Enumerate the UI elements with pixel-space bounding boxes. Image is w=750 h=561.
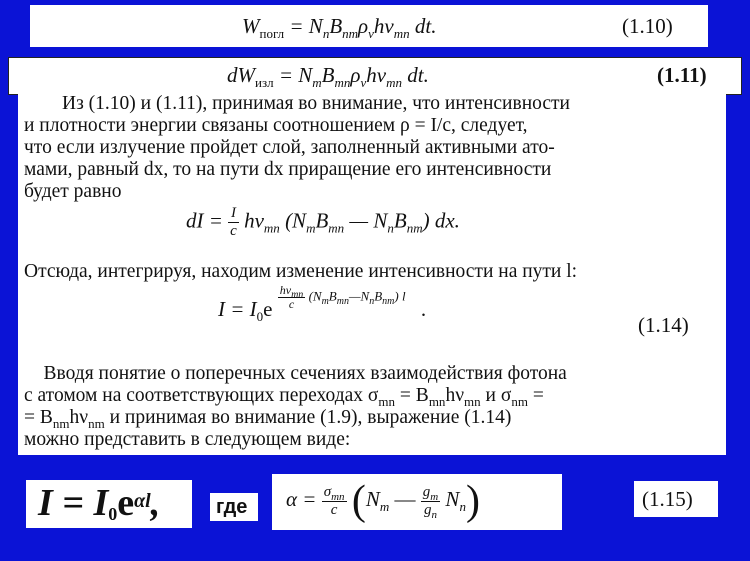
- paragraph-1-line: мами, равный dx, то на пути dx приращение его интенсивности: [24, 159, 552, 180]
- sub: mn: [464, 393, 481, 409]
- sub: 0: [256, 309, 264, 325]
- paragraph-1-line: Из (1.10) и (1.11), принимая во внимание, что интенсивности: [62, 93, 570, 114]
- span: = B: [24, 407, 53, 428]
- sub: mn: [263, 220, 280, 236]
- span: e: [263, 297, 273, 321]
- where-label: где: [216, 496, 248, 518]
- formula-alpha-box: [272, 474, 562, 530]
- span: hν: [373, 14, 394, 38]
- sub: n: [322, 26, 330, 42]
- paragraph-2: Отсюда, интегрируя, находим изменение интенсивности на пути l:: [24, 261, 578, 282]
- paragraph-1-line: что если излучение пройдет слой, заполненный активными ато-: [24, 137, 555, 158]
- span: ): [465, 478, 480, 524]
- span: c: [288, 296, 295, 311]
- formula-1-10-rhs: = N: [289, 14, 323, 38]
- span: [421, 502, 440, 519]
- sub: mn: [291, 288, 304, 300]
- span: (N: [285, 208, 307, 233]
- span: —: [389, 486, 421, 511]
- formula-1-10-box: [30, 5, 708, 47]
- formula-1-10-number: (1.10): [622, 14, 673, 38]
- paragraph-3: [24, 363, 567, 451]
- sub: nm: [342, 26, 359, 42]
- formula-1-14-number: (1.14): [638, 313, 689, 337]
- formula-1-11: [227, 63, 429, 91]
- formula-1-10-lhs-sub: погл: [259, 26, 285, 42]
- sub: m: [306, 220, 316, 236]
- paragraph-3-line: Вводя понятие о поперечных сечениях взаимодействия фотона: [24, 363, 567, 384]
- sub: m: [321, 295, 329, 307]
- span: hν: [69, 407, 89, 428]
- sub: m: [312, 75, 322, 91]
- sub: mn: [428, 393, 446, 409]
- formula-dI: [186, 205, 460, 240]
- formula-1-11-lhs-sub: изл: [255, 75, 274, 91]
- formula-dI-fraction: [228, 205, 239, 240]
- paragraph-1: [24, 93, 570, 203]
- sub: n: [431, 508, 437, 521]
- span: I = I: [38, 482, 109, 524]
- formula-1-11-box: [8, 57, 742, 95]
- span: B: [315, 208, 329, 233]
- paragraph-1-line: будет равно: [24, 181, 122, 202]
- span: ρ: [358, 14, 369, 38]
- span: (: [351, 478, 366, 524]
- formula-1-10: [242, 14, 437, 42]
- span: dt.: [409, 14, 437, 38]
- sub: mn: [386, 75, 402, 91]
- span: =: [527, 385, 544, 406]
- span: B: [374, 288, 383, 303]
- sub: nm: [88, 415, 105, 431]
- paragraph-3-line: можно представить в следующем виде:: [24, 429, 351, 450]
- sub: nm: [382, 295, 395, 307]
- span: B: [329, 14, 343, 38]
- span: = N: [278, 63, 313, 87]
- sub: n: [387, 220, 394, 236]
- span: σ: [323, 483, 332, 500]
- sub: n: [459, 499, 466, 514]
- span: hν: [445, 385, 465, 406]
- sub: mn: [378, 393, 396, 409]
- paragraph-3-line: [24, 407, 567, 429]
- span: dI =: [186, 208, 223, 233]
- span: с атомом на соответствующих переходах σ: [24, 385, 379, 406]
- span: dt.: [401, 63, 429, 87]
- sub: mn: [328, 220, 345, 236]
- span: I: [228, 205, 239, 223]
- sub: ν: [360, 75, 367, 91]
- span: c: [330, 501, 338, 518]
- sub: m: [430, 490, 439, 503]
- span: N: [365, 486, 380, 511]
- sub: nm: [52, 415, 70, 431]
- span: N: [445, 486, 460, 511]
- span: hν: [279, 282, 292, 297]
- sub: nm: [511, 393, 528, 409]
- sub: mn: [336, 295, 349, 307]
- sub: n: [369, 295, 375, 307]
- sub: mn: [393, 26, 410, 42]
- sub: mn: [331, 490, 345, 503]
- sub: mn: [334, 75, 351, 91]
- span: α =: [286, 486, 317, 511]
- formula-1-11-lhs: dW: [227, 63, 255, 87]
- span: ) l: [394, 288, 406, 303]
- span: [322, 484, 347, 502]
- span: c: [230, 223, 237, 239]
- span: g: [423, 501, 432, 518]
- formula-result: [38, 482, 161, 525]
- span: e: [117, 482, 135, 524]
- formula-1-15-number: (1.15): [642, 487, 693, 511]
- paragraph-1-line: и плотности энергии связаны соотношением ρ = I/c, следует,: [24, 115, 528, 136]
- span: B: [321, 63, 335, 87]
- span: ρ: [350, 63, 361, 87]
- span: [322, 484, 347, 519]
- span: [278, 284, 306, 311]
- span: hν: [366, 63, 387, 87]
- sub: ν: [368, 26, 374, 42]
- formula-result-box: [26, 480, 192, 528]
- formula-1-10-lhs: W: [242, 14, 260, 38]
- paragraph-3-line: [24, 385, 567, 407]
- sup: αl: [134, 490, 151, 512]
- span: —N: [348, 288, 370, 303]
- span: .: [420, 297, 427, 321]
- span: ) dx.: [422, 208, 460, 233]
- span: [278, 284, 306, 298]
- main-text-block: [18, 93, 726, 455]
- span: — N: [344, 208, 388, 233]
- formula-1-11-number: (1.11): [657, 63, 707, 87]
- span: и принимая во внимание (1.9), выражение (1.14): [109, 407, 512, 428]
- span: ,: [150, 482, 161, 524]
- span: B: [393, 208, 407, 233]
- span: = B: [395, 385, 429, 406]
- span: и σ: [480, 385, 512, 406]
- span: g: [422, 483, 431, 500]
- span: (N: [308, 288, 322, 303]
- formula-1-15-number-box: [634, 481, 718, 517]
- sub: m: [379, 499, 390, 514]
- span: [421, 484, 440, 502]
- formula-1-14-exponent: [278, 284, 406, 311]
- where-label-box: [210, 493, 258, 521]
- sub: nm: [406, 220, 423, 236]
- span: hν: [244, 208, 264, 233]
- sub: 0: [108, 504, 118, 525]
- formula-alpha: [286, 480, 480, 522]
- span: [421, 484, 440, 519]
- span: B: [328, 288, 337, 303]
- span: I = I: [218, 297, 257, 321]
